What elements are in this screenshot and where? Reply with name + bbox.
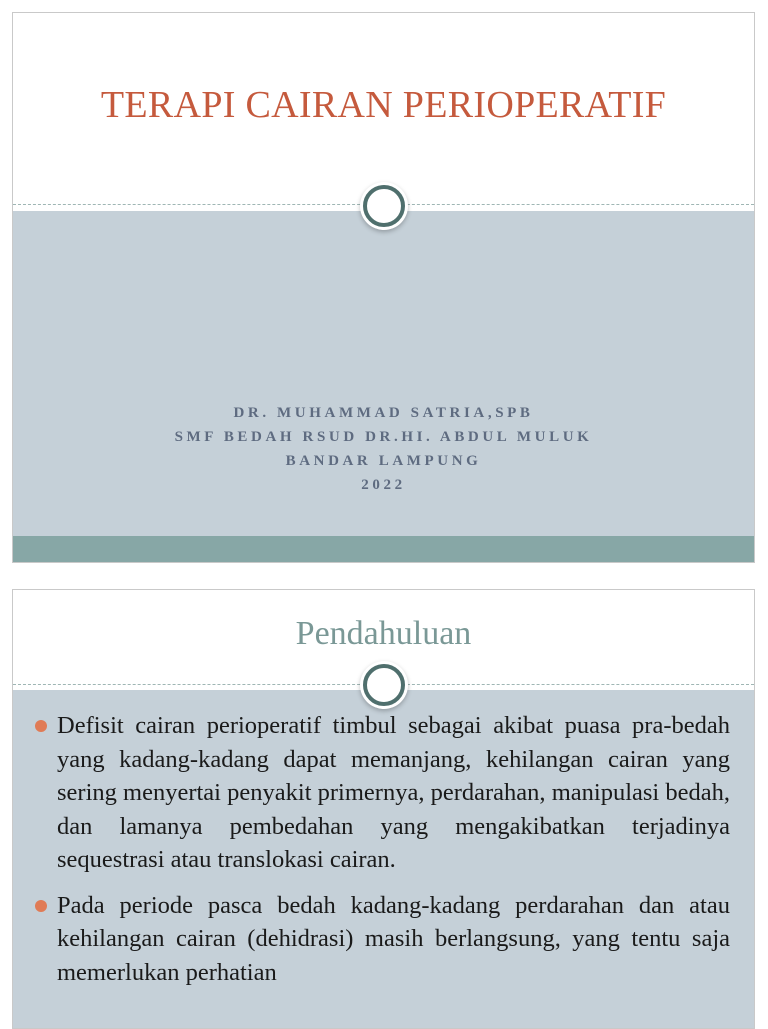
circle-ornament-icon bbox=[363, 664, 405, 706]
circle-ornament-icon bbox=[363, 185, 405, 227]
author-department: SMF BEDAH RSUD DR.HI. ABDUL MULUK bbox=[174, 429, 593, 445]
list-item bbox=[35, 709, 730, 877]
bullet-text: Pada periode pasca bedah kadang-kadang perdarahan dan atau kehilangan cairan (dehidrasi) masih berlangsung, yang tentu saja memerlukan perhatian bbox=[57, 891, 730, 986]
bullet-dot-icon bbox=[35, 720, 47, 732]
title-area bbox=[13, 13, 754, 204]
author-block bbox=[13, 401, 754, 497]
slide-title: TERAPI CAIRAN PERIOPERATIF bbox=[100, 84, 667, 126]
slide-title: Pendahuluan bbox=[295, 615, 472, 652]
author-name: DR. MUHAMMAD SATRIA,SPB bbox=[233, 405, 534, 421]
title-slide bbox=[12, 12, 755, 563]
author-city: BANDAR LAMPUNG bbox=[285, 453, 482, 469]
content-slide bbox=[12, 589, 755, 1029]
footer-bar bbox=[13, 536, 754, 562]
bullet-list bbox=[35, 709, 730, 1001]
presentation-year: 2022 bbox=[361, 477, 406, 493]
list-item bbox=[35, 889, 730, 990]
bullet-dot-icon bbox=[35, 900, 47, 912]
bullet-text: Defisit cairan perioperatif timbul sebagai akibat puasa pra-bedah yang kadang-kadang dapat memanjang, kehilangan cairan yang sering menyertai penyakit primernya, perdarahan, manipulasi bedah, dan lamanya pembedahan yang mengakibatkan terjadinya sequestrasi atau translokasi cairan. bbox=[57, 712, 730, 873]
subtitle-area bbox=[13, 211, 754, 536]
